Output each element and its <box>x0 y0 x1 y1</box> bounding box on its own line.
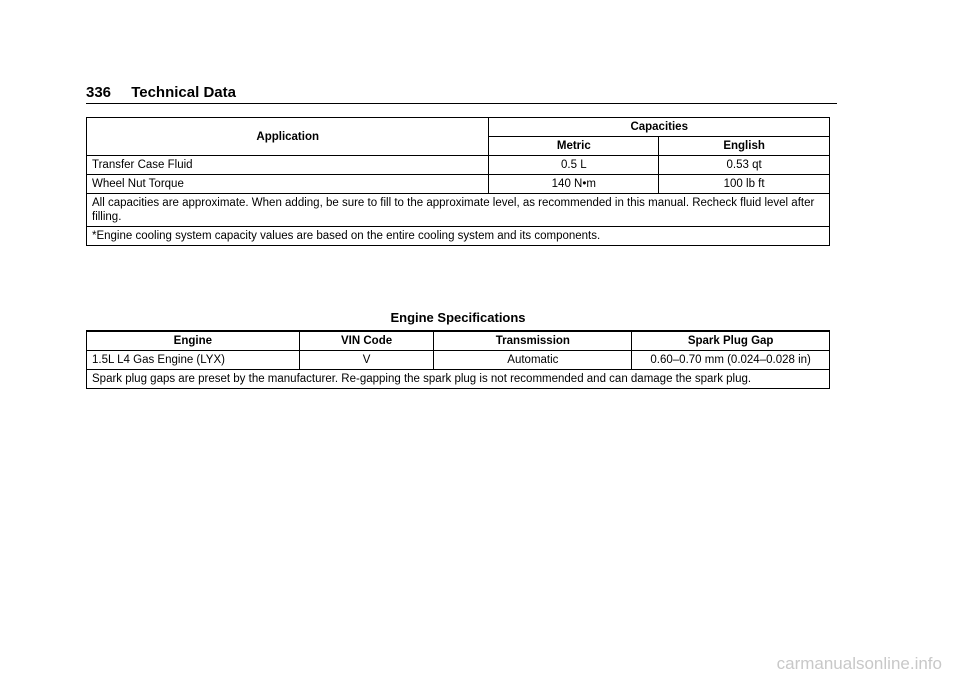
english-cell: 0.53 qt <box>659 156 830 175</box>
header-application: Application <box>87 118 489 156</box>
application-cell: Transfer Case Fluid <box>87 156 489 175</box>
header-vin-code: VIN Code <box>299 331 434 351</box>
transmission-cell: Automatic <box>434 351 632 370</box>
table-row <box>87 156 830 175</box>
capacities-table <box>86 117 830 246</box>
watermark: carmanualsonline.info <box>776 654 942 673</box>
vin-code-cell: V <box>299 351 434 370</box>
header-engine: Engine <box>87 331 300 351</box>
header-transmission: Transmission <box>434 331 632 351</box>
english-cell: 100 lb ft <box>659 175 830 194</box>
table-row <box>87 351 830 370</box>
metric-cell: 140 N•m <box>489 175 659 194</box>
application-cell: Wheel Nut Torque <box>87 175 489 194</box>
capacities-note: All capacities are approximate. When adding, be sure to fill to the approximate level, as recommended in this manual. Recheck fluid level after filling. <box>87 194 830 227</box>
section-title: Technical Data <box>131 84 236 101</box>
header-spark-plug-gap: Spark Plug Gap <box>632 331 830 351</box>
table-row <box>87 175 830 194</box>
header-capacities: Capacities <box>489 118 830 137</box>
metric-cell: 0.5 L <box>489 156 659 175</box>
engine-specs-table <box>86 330 830 389</box>
cooling-system-note: *Engine cooling system capacity values are based on the entire cooling system and its components. <box>87 227 830 246</box>
page-header <box>86 83 837 104</box>
spark-plug-gap-cell: 0.60–0.70 mm (0.024–0.028 in) <box>632 351 830 370</box>
engine-cell: 1.5L L4 Gas Engine (LYX) <box>87 351 300 370</box>
engine-specs-title: Engine Specifications <box>390 310 526 325</box>
header-metric: Metric <box>489 137 659 156</box>
page-number: 336 <box>86 84 112 101</box>
header-english: English <box>659 137 830 156</box>
spark-plug-note: Spark plug gaps are preset by the manufacturer. Re-gapping the spark plug is not recommended and can damage the spark plug. <box>87 370 830 389</box>
